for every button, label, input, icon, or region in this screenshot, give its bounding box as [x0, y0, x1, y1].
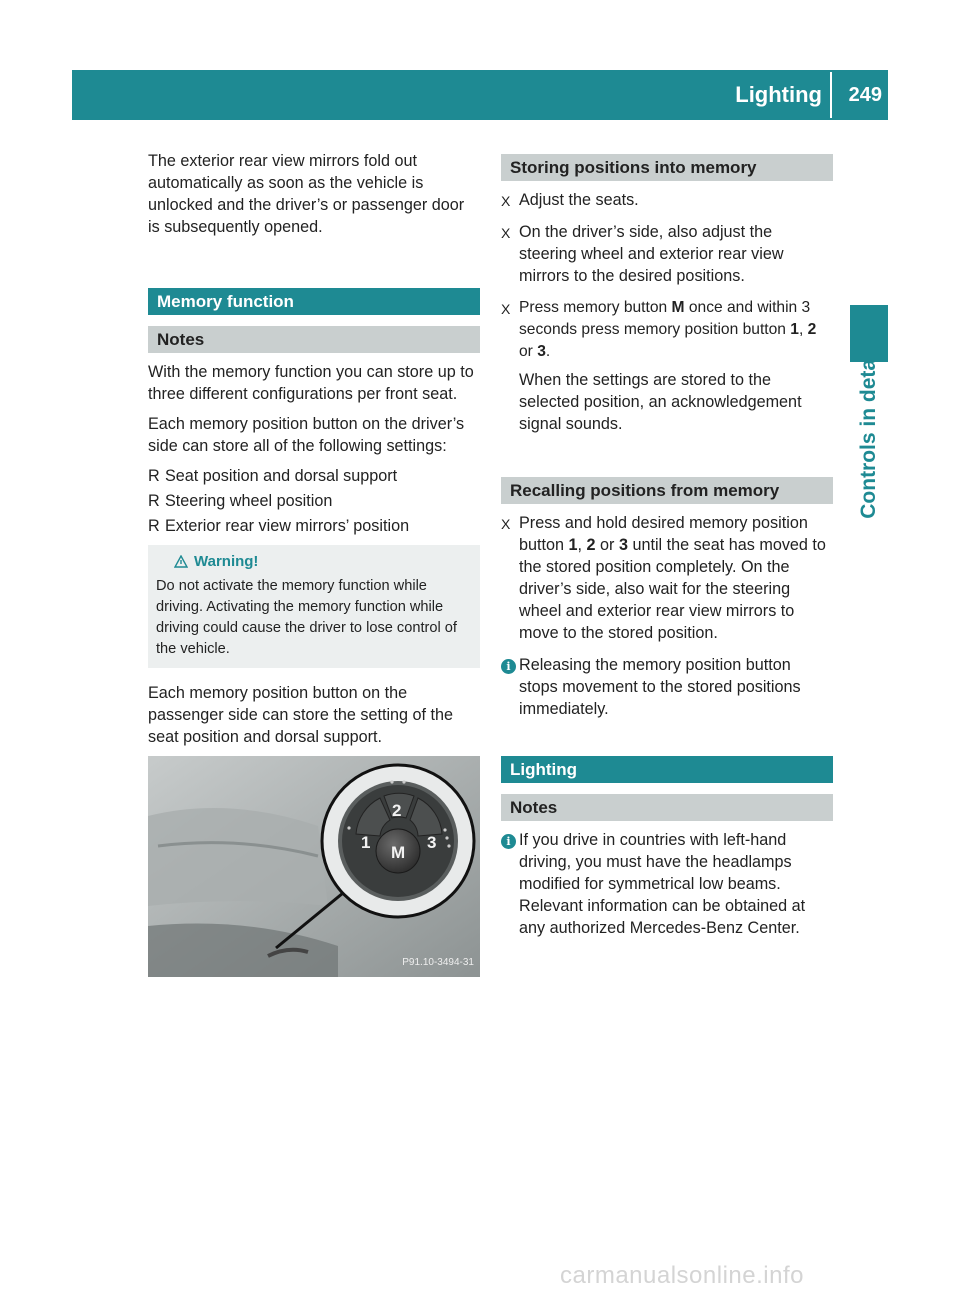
bullet-marker: R — [148, 517, 160, 535]
memory-buttons-figure — [148, 756, 480, 977]
button-m-label: M — [391, 843, 406, 862]
intro-paragraph: The exterior rear view mirrors fold out automatically as soon as the vehicle is unlocked and the driver’s or passenger door is subsequently opened. — [148, 152, 465, 236]
step-text: On the driver’s side, also adjust the steering wheel and exterior rear view mirrors to the desired positions. — [519, 223, 784, 285]
info-text: If you drive in countries with left-hand driving, you must have the headlamps modified for symmetrical low beams. Relevant information can be obtained at any authorized Mercedes-Benz Center. — [519, 831, 806, 937]
subheading-storing-positions: Storing positions into memory — [501, 154, 833, 181]
step-item — [501, 221, 833, 293]
button-1-label: 1 — [361, 833, 371, 852]
header-title: Lighting — [735, 82, 822, 107]
side-tab-label-wrap — [850, 347, 888, 519]
header-divider — [830, 72, 832, 118]
page-number: 249 — [848, 84, 882, 106]
side-tab-label: Controls in detail — [857, 347, 881, 519]
warning-title: Warning! — [194, 553, 259, 570]
step-marker: X — [501, 301, 511, 317]
step-marker: X — [501, 193, 511, 209]
list-item-text: Steering wheel position — [165, 492, 333, 510]
info-text: Releasing the memory position button stops movement to the stored positions immediately. — [519, 656, 801, 718]
seat-illustration — [148, 756, 480, 977]
button-2-label: 2 — [392, 801, 402, 820]
step-text: Adjust the seats. — [519, 191, 639, 209]
right-column — [501, 150, 833, 945]
step-result: When the settings are stored to the selected position, an acknowledgement signal sounds. — [519, 371, 802, 433]
footer-watermark: carmanualsonline.info — [560, 1262, 804, 1289]
info-note — [501, 654, 833, 720]
button-3-label: 3 — [427, 833, 437, 852]
step-text: Press memory button M once and within 3 seconds press memory position button 1, 2 or 3. — [519, 299, 817, 360]
subheading-lighting-notes: Notes — [501, 794, 833, 821]
section-heading-memory-function: Memory function — [148, 288, 480, 315]
figure-code: P91.10-3494-31 — [402, 957, 474, 968]
header-bar — [72, 70, 888, 120]
section-heading-lighting: Lighting — [501, 756, 833, 783]
list-item — [148, 465, 480, 487]
info-icon: i — [501, 659, 516, 674]
memory-paragraph-2: Each memory position button on the driver’s side can store all of the following settings: — [148, 415, 465, 455]
warning-text: Do not activate the memory function while driving. Activating the memory function while driving could cause the driver to lose control of the vehicle. — [156, 578, 457, 657]
step-item — [501, 297, 833, 441]
step-item — [501, 189, 833, 217]
list-item — [148, 490, 480, 512]
list-item-text: Exterior rear view mirrors’ position — [165, 517, 410, 535]
memory-paragraph-1: With the memory function you can store up to three different configurations per front seat. — [148, 363, 474, 403]
warning-triangle-icon — [174, 555, 188, 568]
list-item — [148, 515, 480, 537]
bullet-marker: R — [148, 467, 160, 485]
warning-title-row — [174, 551, 472, 572]
step-marker: X — [501, 225, 511, 241]
list-item-text: Seat position and dorsal support — [165, 467, 398, 485]
subheading-recalling-positions: Recalling positions from memory — [501, 477, 833, 504]
bullet-marker: R — [148, 492, 160, 510]
step-text: Press and hold desired memory position button 1, 2 or 3 until the seat has moved to the stored position completely. On the driver’s side, also wait for the steering wheel and exterior rear view mirrors to move to the stored position. — [519, 514, 826, 642]
step-item — [501, 512, 833, 650]
info-icon: i — [501, 834, 516, 849]
passenger-paragraph: Each memory position button on the passenger side can store the setting of the seat position and dorsal support. — [148, 684, 454, 746]
subheading-notes: Notes — [148, 326, 480, 353]
step-marker: X — [501, 516, 511, 532]
left-column — [148, 150, 480, 977]
warning-box — [148, 545, 480, 668]
info-note — [501, 829, 833, 939]
